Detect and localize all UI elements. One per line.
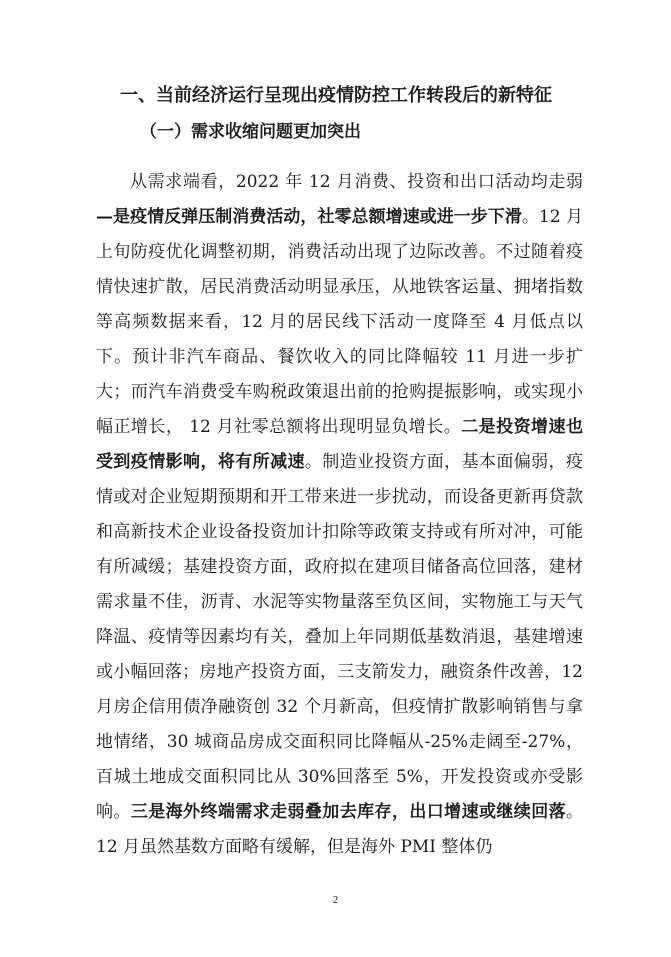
key-point-investment: 二是投资增速也受到疫情影响，将有所减速 — [96, 417, 583, 472]
paragraph-text-investment: 。制造业投资方面，基本面偏弱，疫情或对企业短期预期和开工带来进一步扰动，而设备更新再贷款和高新技术企业设备投资加计扣除等政策支持或有所对冲，可能有所减缓；基建投资方面，政府拟在建项目储备高位回落，建材需求量不佳，沥青、水泥等实物量落至负区间，实物施工与天气降温、疫情等因素均有关，叠加上年同期低基数消退，基建增速或小幅回落；房地产投资方面，三支箭发力，融资条件改善，12 月房企信用债净融资创 32 个月新高，但疫情扩散影响销售与拿地情绪，30 城商品房成交面积同比降幅从-25%走阔至-27%，百城土地成交面积同比从 30%回落至 5%，开发投资或亦受影响。 — [96, 452, 584, 822]
paragraph-text-exports: 。12 月虽然基数方面略有缓解，但是海外 PMI 整体仍 — [96, 802, 584, 857]
paragraph-text-consumption: 。12 月上旬防疫优化调整初期，消费活动出现了边际改善。不过随着疫情快速扩散，居民消费活动明显承压，从地铁客运量、拥堵指数等高频数据来看，12 月的居民线下活动一度降至 4 月低点以下。预计非汽车商品、餐饮收入的同比降幅较 11 月进一步扩大；而汽车消费受车购税政策退出前的抢购提振影响，或实现小幅正增长， 12 月社零总额将出现明显负增长。 — [96, 207, 583, 437]
section-heading: 一、当前经济运行呈现出疫情防控工作转段后的新特征 — [120, 85, 552, 106]
key-point-exports: 三是海外终端需求走弱叠加去库存，出口增速或继续回落 — [130, 802, 567, 822]
paragraph-text-intro: 从需求端看，2022 年 12 月消费、投资和出口活动均走弱 — [130, 172, 583, 192]
subsection-heading: （一）需求收缩问题更加突出 — [140, 122, 361, 142]
body-paragraph — [96, 165, 583, 865]
page-number: 2 — [332, 894, 339, 906]
key-point-consumption: —是疫情反弹压制消费活动，社零总额增速或进一步下滑 — [96, 207, 522, 227]
